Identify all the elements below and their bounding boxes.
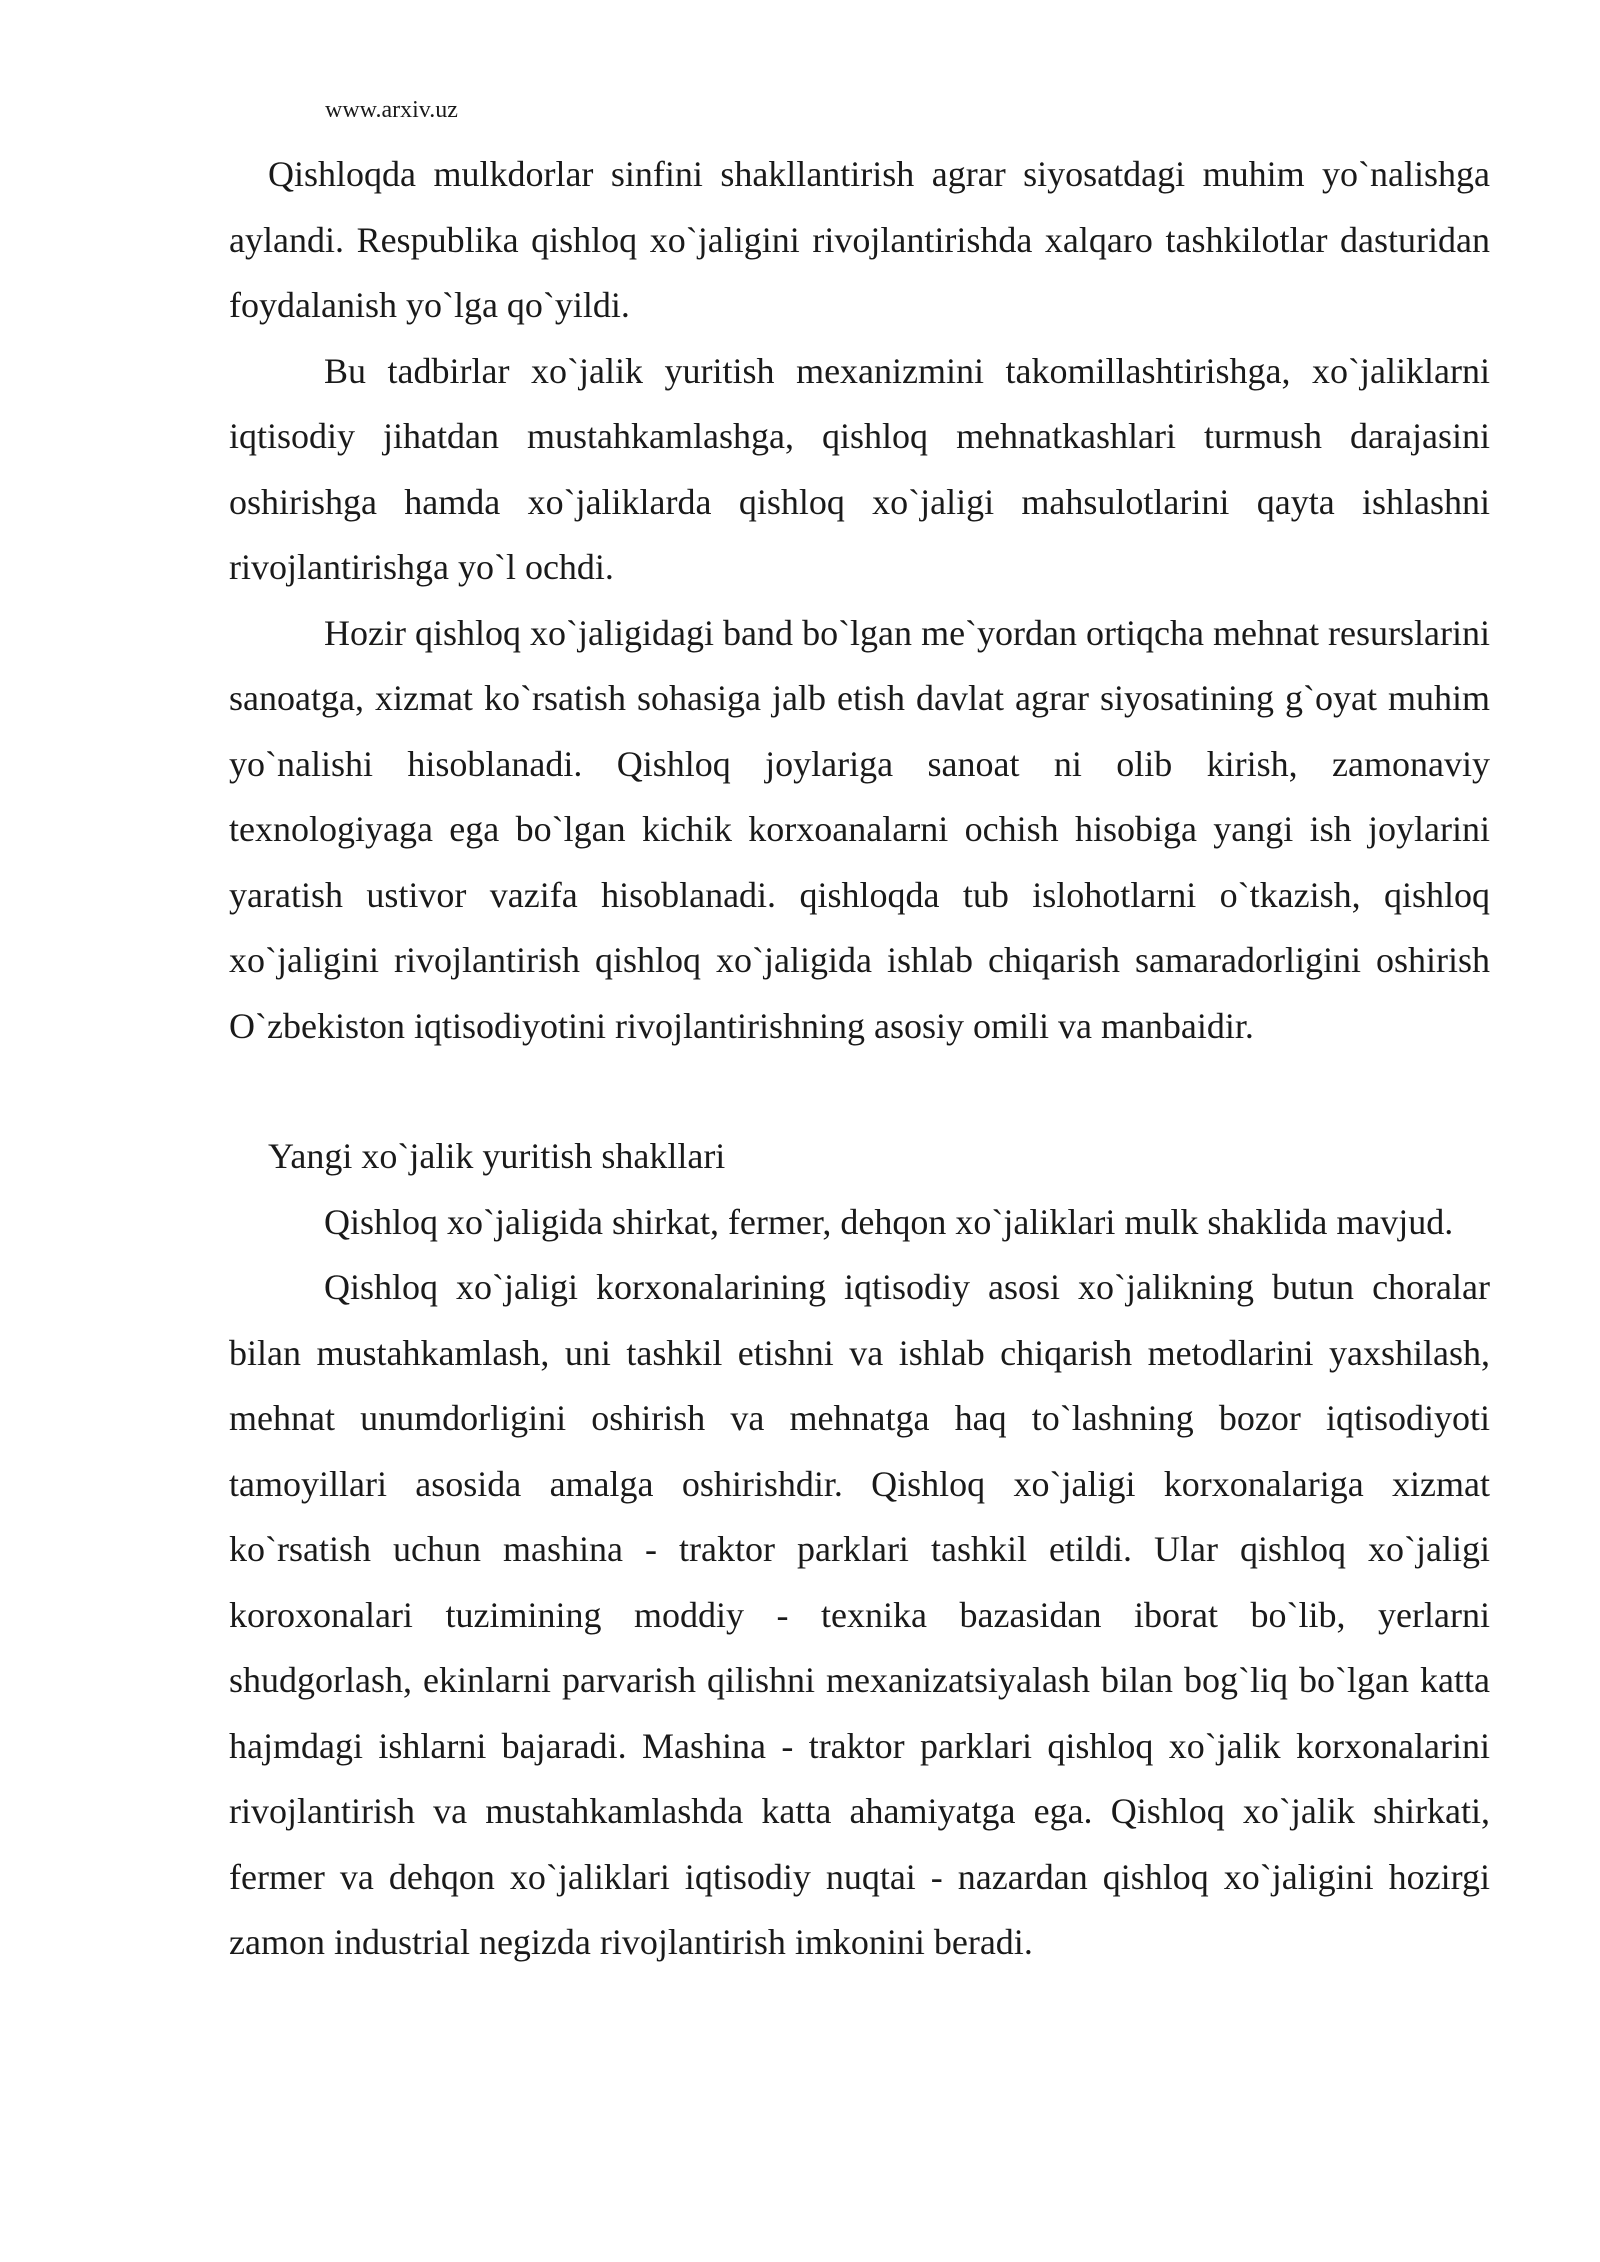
paragraph: Qishloq xo`jaligida shirkat, fermer, dehqon xo`jaliklari mulk shaklida mavjud. bbox=[324, 1201, 1454, 1242]
document-body bbox=[229, 142, 1490, 1976]
paragraph: Qishloqda mulkdorlar sinfini shakllantirish agrar siyosatdagi muhim yo`nalishga aylandi. Respublika qishloq xo`jaligini rivojlantirishda xalqaro tashkilotlar dasturidan foydalanish yo`lga qo`yildi. bbox=[229, 154, 1490, 325]
site-url: www.arxiv.uz bbox=[325, 97, 458, 123]
paragraph: Bu tadbirlar xo`jalik yuritish mexanizmini takomillashtirishga, xo`jaliklarni iqtisodiy jihatdan mustahkamlashga, qishloq mehnatkashlari turmush darajasini oshirishga hamda xo`jaliklarda qishloq xo`jaligi mahsulotlarini qayta ishlashni rivojlantirishga yo`l ochdi. bbox=[229, 350, 1490, 587]
paragraph: Qishloq xo`jaligi korxonalarining iqtisodiy asosi xo`jalikning butun choralar bilan mustahkamlash, uni tashkil etishni va ishlab chiqarish metodlarini yaxshilash, mehnat unumdorligini oshirish va mehnatga haq to`lashning bozor iqtisodiyoti tamoyillari asosida amalga oshirishdir. Qishloq xo`jaligi korxonalariga xizmat ko`rsatish uchun mashina - traktor parklari tashkil etildi. Ular qishloq xo`jaligi koroxonalari tuzimining moddiy - texnika bazasidan iborat bo`lib, yerlarni shudgorlash, ekinlarni parvarish qilishni mexanizatsiyalash bilan bog`liq bo`lgan katta hajmdagi ishlarni bajaradi. Mashina - traktor parklari qishloq xo`jalik korxonalarini rivojlantirish va mustahkamlashda katta ahamiyatga ega. Qishloq xo`jalik shirkati, fermer va dehqon xo`jaliklari iqtisodiy nuqtai - nazardan qishloq xo`jaligini hozirgi zamon industrial negizda rivojlantirish imkonini beradi. bbox=[229, 1267, 1490, 1962]
section-heading: Yangi xo`jalik yuritish shakllari bbox=[268, 1136, 726, 1176]
paragraph: Hozir qishloq xo`jaligidagi band bo`lgan me`yordan ortiqcha mehnat resurslarini sanoatga, xizmat ko`rsatish sohasiga jalb etish davlat agrar siyosatining g`oyat muhim yo`nalishi hisoblanadi. Qishloq joylariga sanoat ni olib kirish, zamonaviy texnologiyaga ega bo`lgan kichik korxoanalarni ochish hisobiga yangi ish joylarini yaratish ustivor vazifa hisoblanadi. qishloqda tub islohotlarni o`tkazish, qishloq xo`jaligini rivojlantirish qishloq xo`jaligida ishlab chiqarish samaradorligini oshirish O`zbekiston iqtisodiyotini rivojlantirishning asosiy omili va manbaidir. bbox=[229, 612, 1490, 1046]
